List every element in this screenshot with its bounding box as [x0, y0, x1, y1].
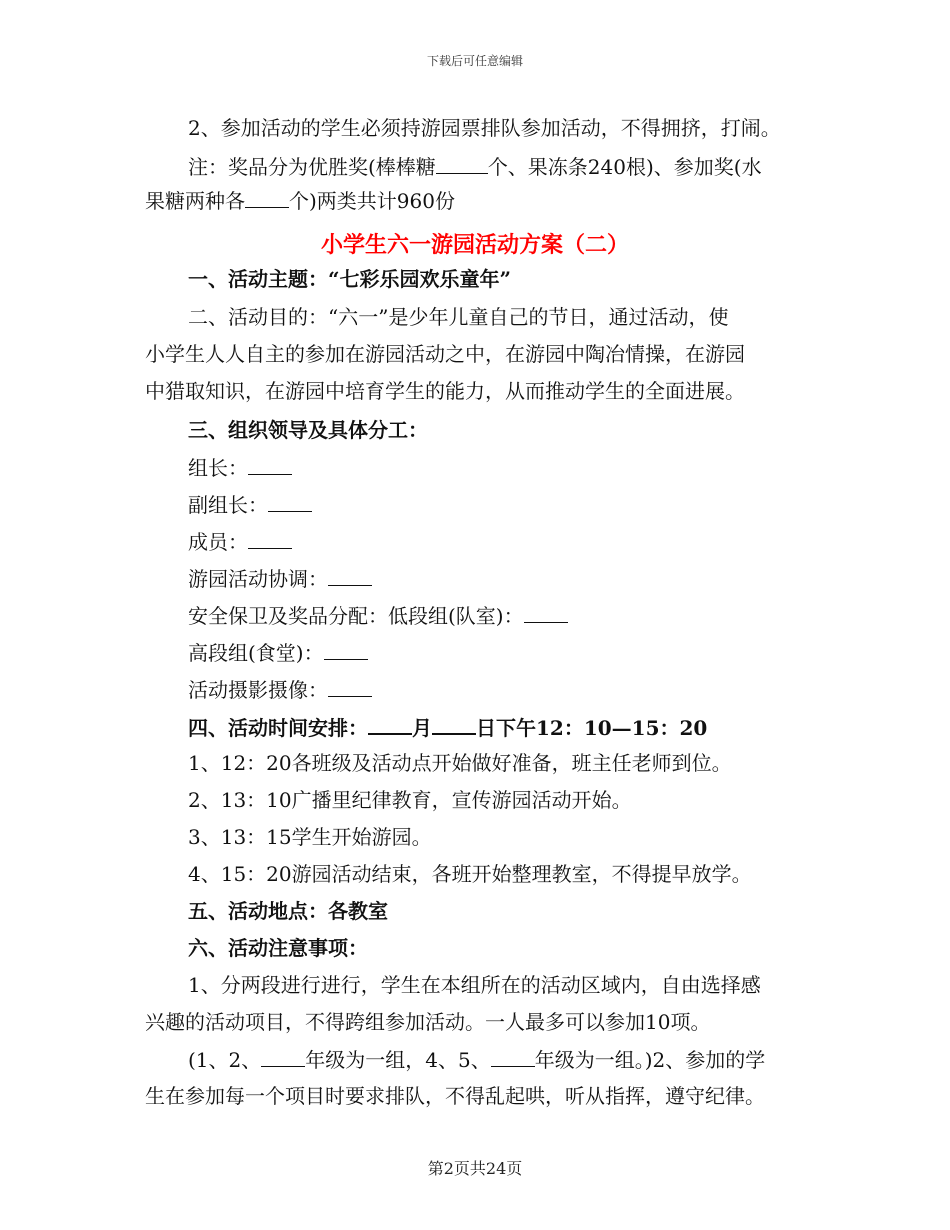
members-line: 成员： — [188, 528, 292, 555]
high-group-line: 高段组(食堂)： — [188, 639, 368, 666]
notes-line4: 生在参加每一个项目时要求排队，不得乱起哄，听从指挥，遵守纪律。 — [145, 1084, 765, 1108]
leader-line: 组长： — [188, 454, 292, 481]
notes-line1: 1、分两段进行进行，学生在本组所在的活动区域内，自由选择感 — [188, 973, 761, 997]
prize-note-line2: 果糖两种各 个)两类共计960份 — [145, 189, 455, 213]
schedule-item-4: 4、15：20游园活动结束，各班开始整理教室，不得提早放学。 — [188, 862, 752, 886]
notes-line3: (1、2、 年级为一组，4、5、 年级为一组。)2、参加的学 — [188, 1048, 766, 1072]
purpose-line2: 小学生人人自主的参加在游园活动之中，在游园中陶冶情操，在游园 — [145, 342, 745, 366]
page-number: 第2页共24页 — [427, 1159, 523, 1178]
organization-heading: 三、组织领导及具体分工： — [188, 418, 428, 442]
rule-2: 2、参加活动的学生必须持游园票排队参加活动，不得拥挤，打闹。 — [188, 116, 781, 140]
safety-line: 安全保卫及奖品分配：低段组(队室)： — [188, 602, 568, 629]
section-title: 小学生六一游园活动方案（二） — [320, 232, 629, 258]
page-header: 下载后可任意编辑 — [426, 54, 523, 68]
coordination-line: 游园活动协调： — [188, 565, 372, 592]
purpose-line3: 中猎取知识，在游园中培育学生的能力，从而推动学生的全面进展。 — [145, 379, 745, 403]
schedule-item-3: 3、13：15学生开始游园。 — [188, 825, 432, 849]
photo-line: 活动摄影摄像： — [188, 676, 372, 703]
notes-heading: 六、活动注意事项： — [188, 936, 368, 960]
vice-leader-line: 副组长： — [188, 491, 312, 518]
schedule-heading: 四、活动时间安排： 月 日下午12：10—15：20 — [188, 713, 707, 741]
purpose-line1: 二、活动目的：“六一”是少年儿童自己的节日，通过活动，使 — [188, 305, 729, 329]
schedule-item-1: 1、12：20各班级及活动点开始做好准备，班主任老师到位。 — [188, 751, 732, 775]
notes-line2: 兴趣的活动项目，不得跨组参加活动。一人最多可以参加10项。 — [145, 1010, 711, 1034]
location-heading: 五、活动地点：各教室 — [188, 899, 388, 923]
theme-heading: 一、活动主题：“七彩乐园欢乐童年” — [188, 267, 512, 291]
schedule-item-2: 2、13：10广播里纪律教育，宣传游园活动开始。 — [188, 788, 632, 812]
prize-note-line1: 注：奖品分为优胜奖(棒棒糖 个、果冻条240根)、参加奖(水 — [188, 155, 762, 179]
